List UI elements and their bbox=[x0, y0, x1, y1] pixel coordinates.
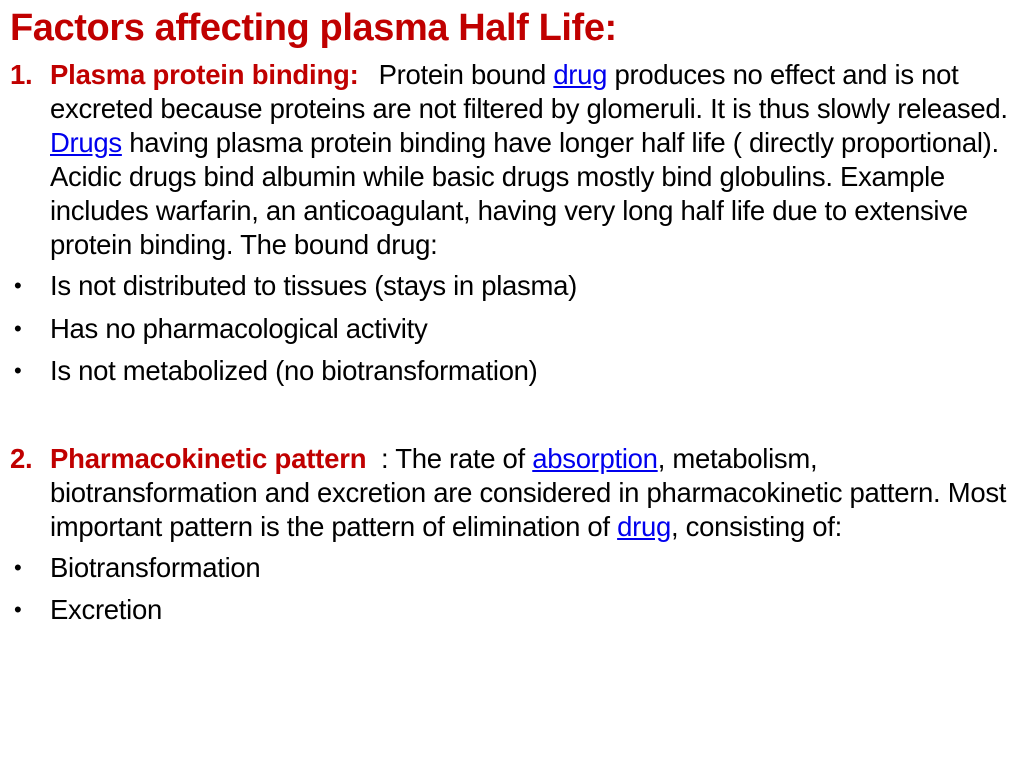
section-heading: Pharmacokinetic pattern bbox=[50, 442, 367, 474]
elimination-bullet-list bbox=[10, 547, 1010, 632]
bullet-text: Is not metabolized (no biotransformation) bbox=[50, 355, 538, 386]
bullet-item bbox=[10, 350, 1010, 393]
section-plasma-protein-binding bbox=[10, 58, 1010, 262]
bullet-item bbox=[10, 308, 1010, 351]
drug-link[interactable]: drug bbox=[617, 510, 671, 542]
section-pharmacokinetic-pattern bbox=[10, 442, 1010, 544]
bound-drug-bullet-list bbox=[10, 265, 1010, 393]
paragraph-text: Protein bound bbox=[378, 59, 554, 90]
drugs-link[interactable]: Drugs bbox=[50, 127, 122, 158]
section-heading: Plasma protein binding: bbox=[50, 59, 359, 90]
bullet-text: Is not distributed to tissues (stays in plasma) bbox=[50, 270, 577, 301]
bullet-text: Has no pharmacological activity bbox=[50, 312, 428, 344]
paragraph-text: having plasma protein binding have longer half life ( directly proportional). Acidic drugs bind albumin while basic drugs mostly bind globulins. Example includes warfarin, an anticoagulant, having very long half life due to extensive protein binding. The bound drug: bbox=[50, 127, 999, 260]
slide-title: Factors affecting plasma Half Life: bbox=[10, 7, 617, 49]
bullet-icon: • bbox=[14, 597, 22, 622]
section-number: 1. bbox=[10, 59, 33, 90]
bullet-text: Biotransformation bbox=[50, 551, 261, 583]
bullet-icon: • bbox=[14, 273, 22, 298]
bullet-text: Excretion bbox=[50, 594, 162, 625]
drug-link[interactable]: drug bbox=[553, 59, 608, 90]
slide bbox=[10, 0, 1010, 632]
bullet-item bbox=[10, 265, 1010, 308]
bullet-item bbox=[10, 547, 1010, 590]
section-number: 2. bbox=[10, 442, 33, 474]
absorption-link[interactable]: absorption bbox=[532, 442, 658, 474]
paragraph-text: : The rate of bbox=[366, 442, 533, 474]
bullet-item bbox=[10, 589, 1010, 632]
bullet-icon: • bbox=[14, 554, 22, 580]
paragraph-text: , consisting of: bbox=[670, 510, 842, 542]
paragraph-text: , metabolism, biotransformation and excretion are considered in pharmacokinetic pattern. Most important pattern is the pattern of elimination of bbox=[50, 442, 1007, 542]
bullet-icon: • bbox=[14, 358, 22, 383]
paragraph-text: produces no effect and is not excreted because proteins are not filtered by glomeruli. It is thus slowly released. bbox=[50, 59, 1008, 124]
bullet-icon: • bbox=[14, 315, 22, 341]
